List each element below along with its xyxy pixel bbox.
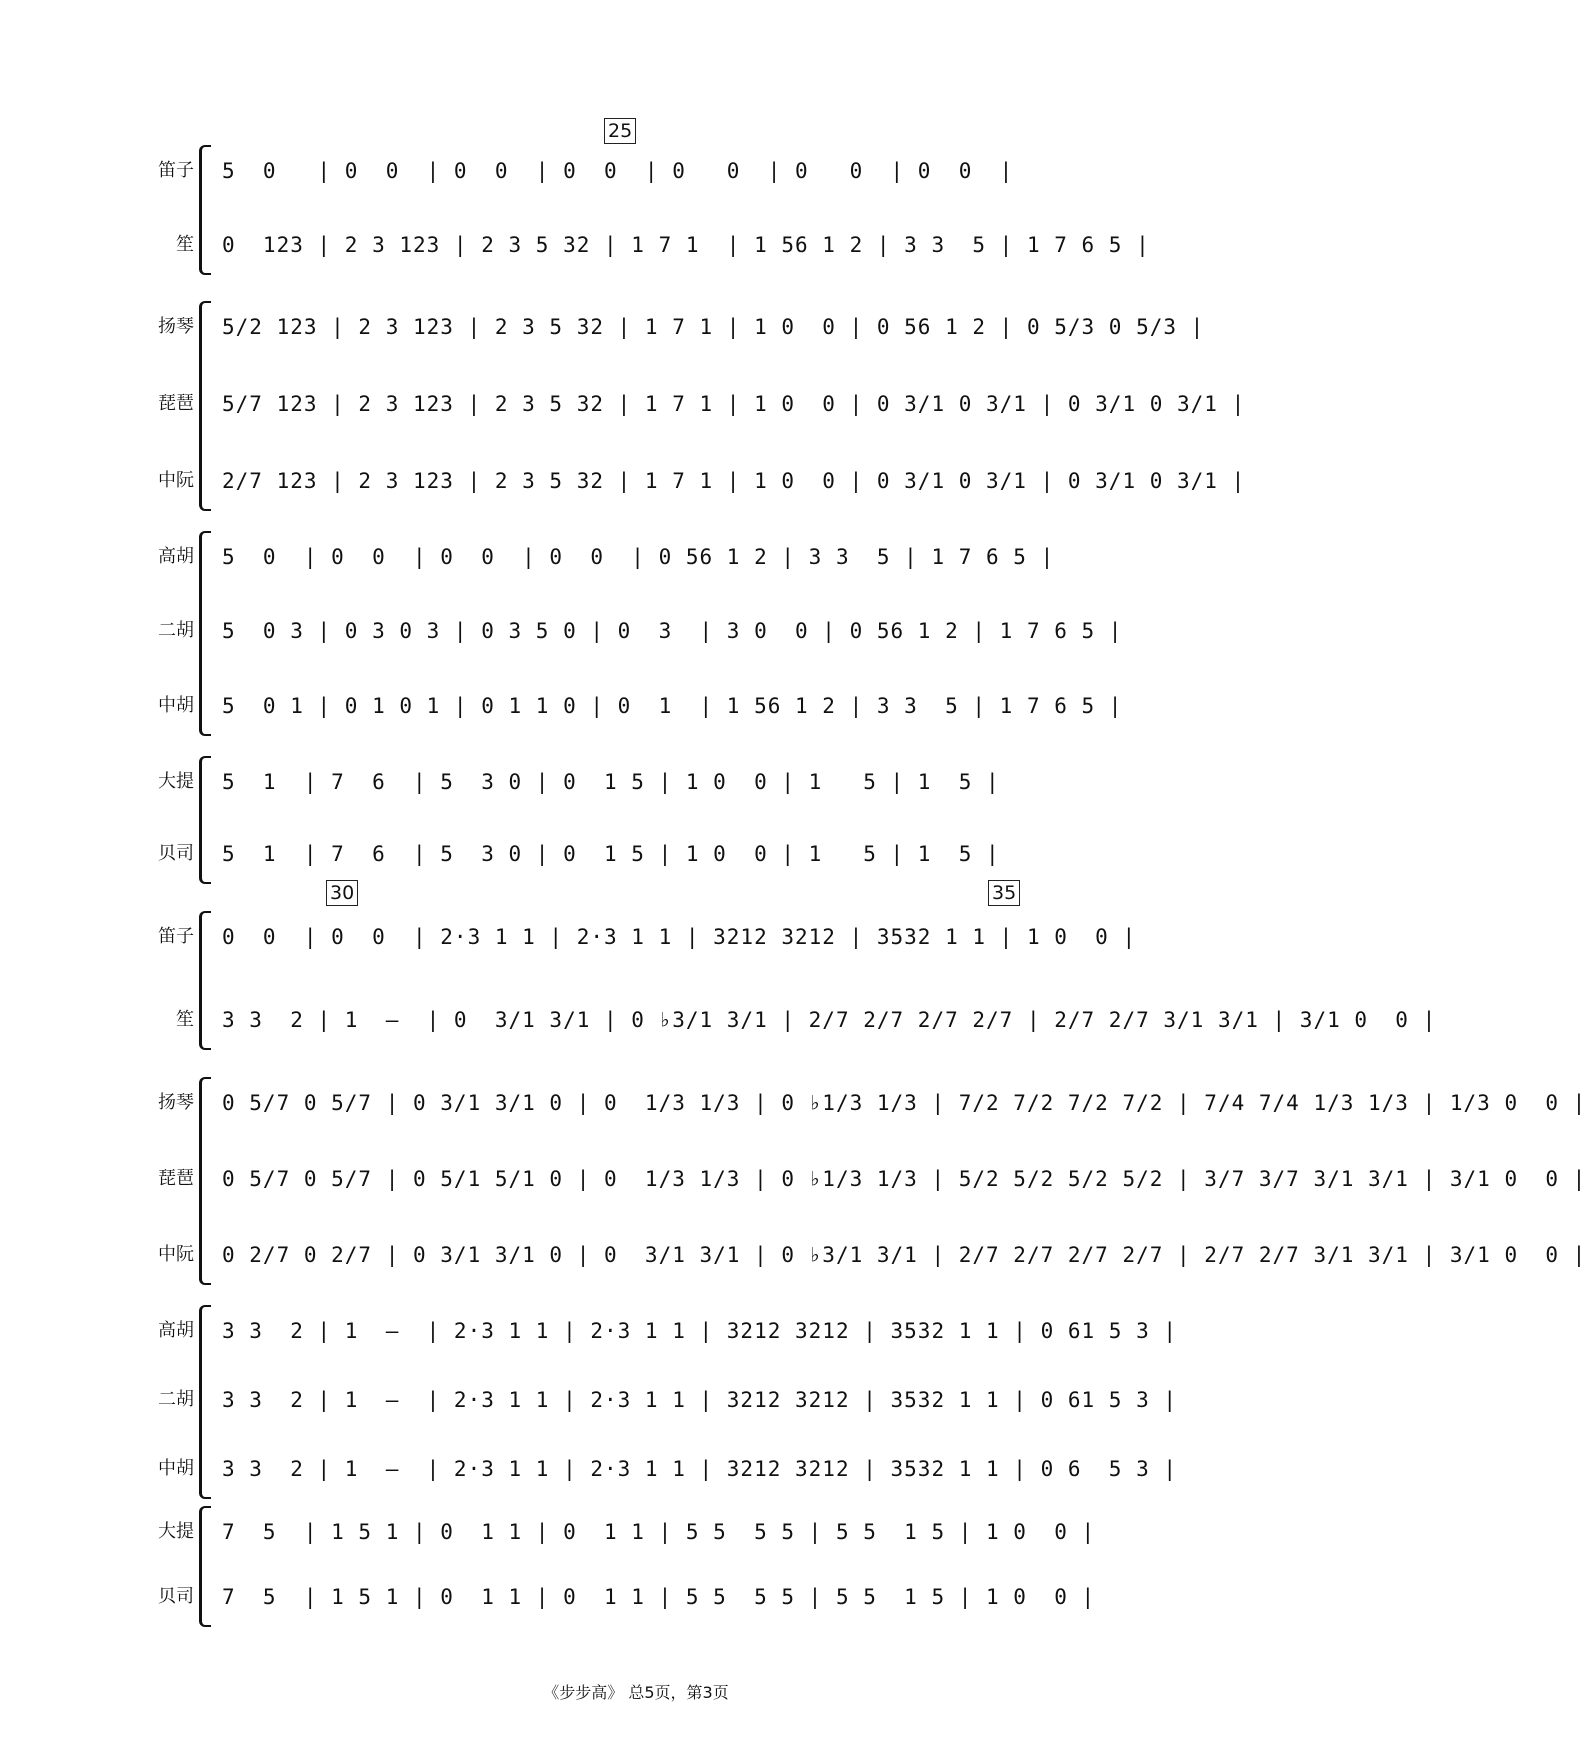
staff-music: 5 0 1 | 0 1 0 1 | 0 1 1 0 | 0 1 | 1 56 1 2 | 3 3 5 | 1 7 6 5 |: [222, 694, 1123, 718]
instrument-label: 笙: [176, 234, 194, 255]
staff-music: 3 3 2 | 1 – | 2·3 1 1 | 2·3 1 1 | 3212 3212 | 3532 1 1 | 0 6 5 3 |: [222, 1457, 1178, 1481]
staff-music: 0 0 | 0 0 | 2·3 1 1 | 2·3 1 1 | 3212 3212 | 3532 1 1 | 1 0 0 |: [222, 925, 1137, 949]
instrument-label: 琵琶: [158, 393, 194, 414]
staff-music: 3 3 2 | 1 – | 2·3 1 1 | 2·3 1 1 | 3212 3212 | 3532 1 1 | 0 61 5 3 |: [222, 1388, 1178, 1412]
instrument-label: 笙: [176, 1009, 194, 1030]
instrument-label: 琵琶: [158, 1168, 194, 1189]
staff-music: 5/2 123 | 2 3 123 | 2 3 5 32 | 1 7 1 | 1 0 0 | 0 56 1 2 | 0 5/3 0 5/3 |: [222, 315, 1205, 339]
rehearsal-mark: 25: [604, 118, 636, 144]
staff-music: 0 2/7 0 2/7 | 0 3/1 3/1 0 | 0 3/1 3/1 | 0 ♭3/1 3/1 | 2/7 2/7 2/7 2/7 | 2/7 2/7 3/1 3/1 | 3/1 0 0 |: [222, 1243, 1586, 1267]
staff-music: 3 3 2 | 1 – | 0 3/1 3/1 | 0 ♭3/1 3/1 | 2/7 2/7 2/7 2/7 | 2/7 2/7 3/1 3/1 | 3/1 0 0 |: [222, 1008, 1437, 1032]
group-bracket: [199, 145, 211, 275]
staff-music: 0 5/7 0 5/7 | 0 5/1 5/1 0 | 0 1/3 1/3 | 0 ♭1/3 1/3 | 5/2 5/2 5/2 5/2 | 3/7 3/7 3/1 3/1 | 3/1 0 0 |: [222, 1167, 1586, 1191]
staff-music: 7 5 | 1 5 1 | 0 1 1 | 0 1 1 | 5 5 5 5 | 5 5 1 5 | 1 0 0 |: [222, 1520, 1096, 1544]
staff-music: 5 1 | 7 6 | 5 3 0 | 0 1 5 | 1 0 0 | 1 5 | 1 5 |: [222, 770, 1000, 794]
rehearsal-mark: 35: [988, 880, 1020, 906]
staff-music: 5 0 | 0 0 | 0 0 | 0 0 | 0 0 | 0 0 | 0 0 |: [222, 159, 1014, 183]
instrument-label: 笛子: [158, 160, 194, 181]
instrument-label: 中胡: [158, 695, 194, 716]
group-bracket: [199, 1077, 211, 1285]
instrument-label: 二胡: [158, 1389, 194, 1410]
instrument-label: 高胡: [158, 1320, 194, 1341]
page-footer: 《步步高》 总5页，第3页: [543, 1683, 729, 1702]
staff-music: 0 123 | 2 3 123 | 2 3 5 32 | 1 7 1 | 1 56 1 2 | 3 3 5 | 1 7 6 5 |: [222, 233, 1150, 257]
instrument-label: 中胡: [158, 1458, 194, 1479]
staff-music: 5 1 | 7 6 | 5 3 0 | 0 1 5 | 1 0 0 | 1 5 | 1 5 |: [222, 842, 1000, 866]
staff-music: 5 0 | 0 0 | 0 0 | 0 0 | 0 56 1 2 | 3 3 5 | 1 7 6 5 |: [222, 545, 1055, 569]
staff-music: 2/7 123 | 2 3 123 | 2 3 5 32 | 1 7 1 | 1 0 0 | 0 3/1 0 3/1 | 0 3/1 0 3/1 |: [222, 469, 1246, 493]
instrument-label: 大提: [158, 1521, 194, 1542]
instrument-label: 贝司: [158, 1586, 194, 1607]
instrument-label: 扬琴: [158, 316, 194, 337]
group-bracket: [199, 1305, 211, 1499]
instrument-label: 中阮: [158, 470, 194, 491]
rehearsal-mark: 30: [326, 880, 358, 906]
group-bracket: [199, 531, 211, 736]
group-bracket: [199, 1506, 211, 1627]
instrument-label: 中阮: [158, 1244, 194, 1265]
group-bracket: [199, 911, 211, 1050]
instrument-label: 贝司: [158, 843, 194, 864]
instrument-label: 大提: [158, 771, 194, 792]
staff-music: 5/7 123 | 2 3 123 | 2 3 5 32 | 1 7 1 | 1 0 0 | 0 3/1 0 3/1 | 0 3/1 0 3/1 |: [222, 392, 1246, 416]
staff-music: 3 3 2 | 1 – | 2·3 1 1 | 2·3 1 1 | 3212 3212 | 3532 1 1 | 0 61 5 3 |: [222, 1319, 1178, 1343]
group-bracket: [199, 756, 211, 884]
instrument-label: 扬琴: [158, 1092, 194, 1113]
instrument-label: 笛子: [158, 926, 194, 947]
staff-music: 5 0 3 | 0 3 0 3 | 0 3 5 0 | 0 3 | 3 0 0 | 0 56 1 2 | 1 7 6 5 |: [222, 619, 1123, 643]
instrument-label: 高胡: [158, 546, 194, 567]
staff-music: 0 5/7 0 5/7 | 0 3/1 3/1 0 | 0 1/3 1/3 | 0 ♭1/3 1/3 | 7/2 7/2 7/2 7/2 | 7/4 7/4 1/3 1/3 | 1/3 0 0 |: [222, 1091, 1586, 1115]
staff-music: 7 5 | 1 5 1 | 0 1 1 | 0 1 1 | 5 5 5 5 | 5 5 1 5 | 1 0 0 |: [222, 1585, 1096, 1609]
group-bracket: [199, 301, 211, 511]
instrument-label: 二胡: [158, 620, 194, 641]
